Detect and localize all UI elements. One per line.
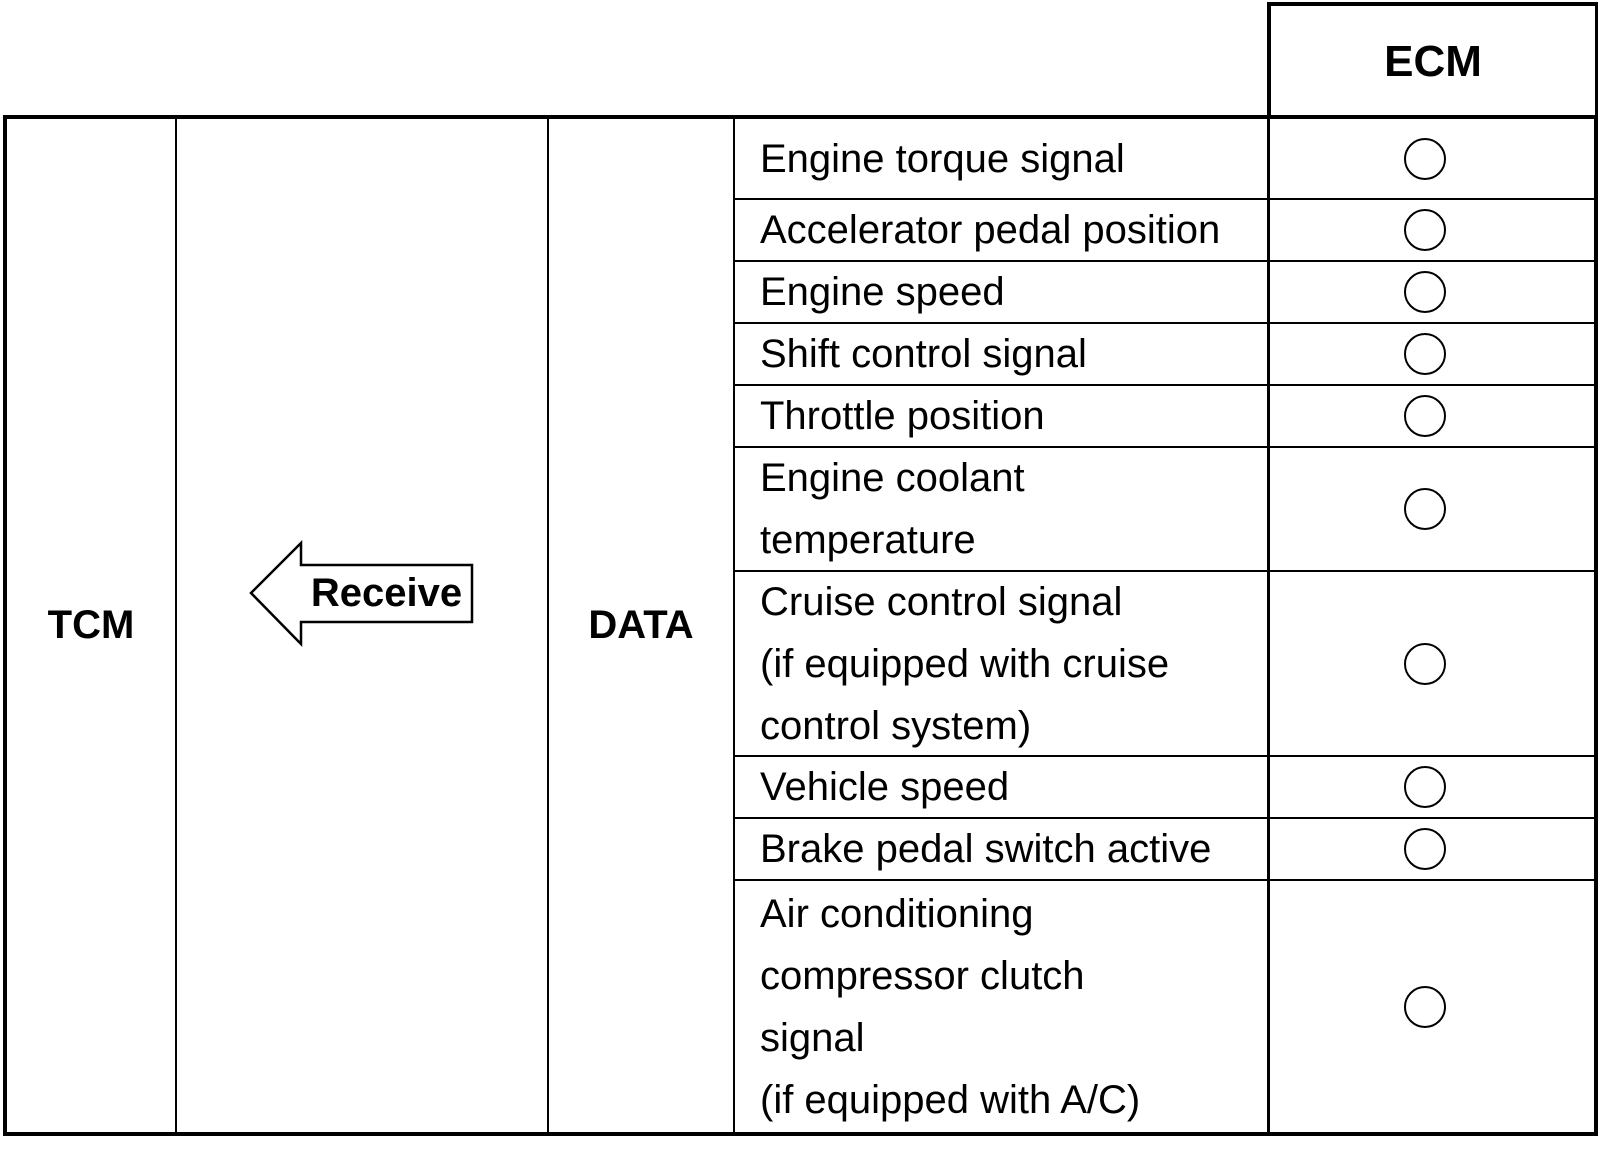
ecm-mark-icon — [1404, 395, 1446, 437]
signal-text-line: Air conditioning — [760, 891, 1034, 936]
signal-row-label — [760, 119, 1260, 198]
signal-row-label — [760, 386, 1260, 446]
column-divider — [733, 117, 735, 1134]
signal-text-line: compressor clutch — [760, 953, 1085, 998]
ecm-mark-icon — [1404, 766, 1446, 808]
signal-row-label — [760, 757, 1260, 817]
signal-row-label — [760, 881, 1260, 1132]
receive-label: Receive — [310, 571, 463, 615]
signal-text-line: Engine coolant — [760, 456, 1025, 500]
signal-text-line: control system) — [760, 703, 1032, 748]
ecm-mark-icon — [1404, 828, 1446, 870]
data-label: DATA — [588, 603, 694, 647]
signal-text-line: Cruise control signal — [760, 579, 1123, 624]
signal-text-line: Brake pedal switch active — [760, 827, 1212, 871]
signal-text-line: Vehicle speed — [760, 765, 1010, 809]
signal-row-label — [760, 572, 1260, 755]
ecm-mark-icon — [1404, 333, 1446, 375]
signal-text-line: Engine speed — [760, 270, 1005, 314]
ecm-mark-icon — [1404, 643, 1446, 685]
signal-text-line: temperature — [760, 518, 976, 562]
signal-row-label — [760, 324, 1260, 384]
direction-cell — [177, 119, 547, 1132]
signal-row-label — [760, 262, 1260, 322]
ecm-mark-icon — [1404, 488, 1446, 530]
signal-row-label — [760, 819, 1260, 879]
signal-text-line: Shift control signal — [760, 332, 1087, 376]
ecm-mark-icon — [1404, 138, 1446, 180]
signal-text-line: (if equipped with A/C) — [760, 1077, 1141, 1122]
ecm-mark-icon — [1404, 209, 1446, 251]
left-arrow-icon — [177, 119, 547, 1132]
signal-text-line: Accelerator pedal position — [760, 208, 1221, 252]
tcm-label: TCM — [47, 603, 135, 647]
signal-text-line: Engine torque signal — [760, 136, 1125, 181]
signal-row-label — [760, 448, 1260, 570]
signal-text-line: signal — [760, 1015, 865, 1060]
signal-text-line: Throttle position — [760, 394, 1045, 438]
signal-row-label — [760, 200, 1260, 260]
ecm-column-header: ECM — [1267, 2, 1598, 118]
ecm-mark-icon — [1404, 986, 1446, 1028]
column-divider — [1267, 117, 1270, 1134]
ecm-mark-icon — [1404, 271, 1446, 313]
signal-text-line: (if equipped with cruise — [760, 641, 1170, 686]
